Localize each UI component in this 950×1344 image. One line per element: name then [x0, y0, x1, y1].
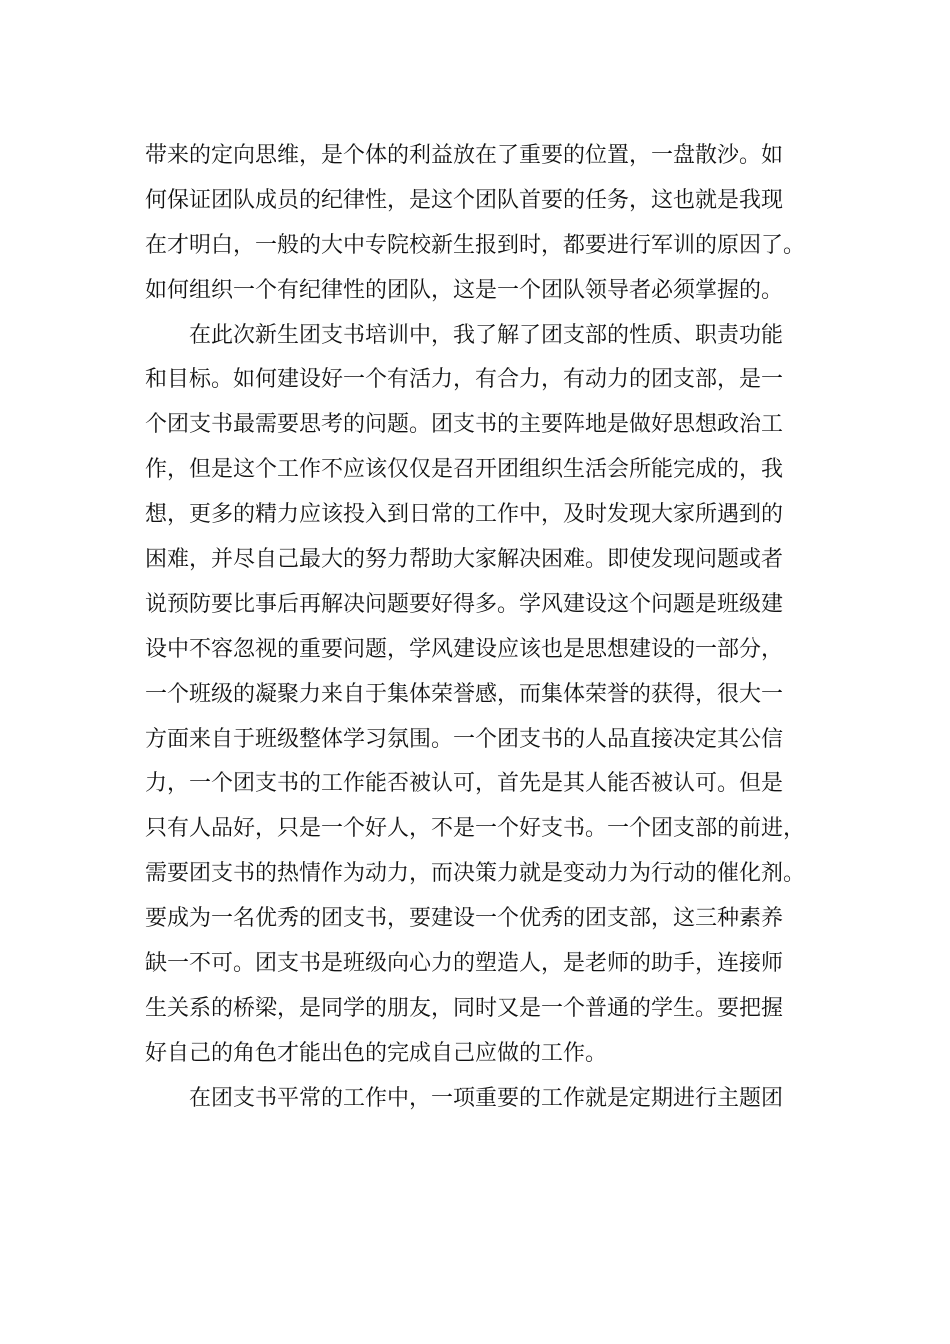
text-line: 需要团支书的热情作为动力，而决策力就是变动力为行动的催化剂。: [145, 861, 806, 887]
text-line: 一个班级的凝聚力来自于集体荣誉感，而集体荣誉的获得，很大一: [145, 681, 784, 707]
paragraph-first-line: 在团支书平常的工作中，一项重要的工作就是定期进行主题团: [189, 1085, 784, 1111]
text-line: 方面来自于班级整体学习氛围。一个团支书的人品直接决定其公信: [145, 726, 784, 752]
text-line: 在才明白，一般的大中专院校新生报到时，都要进行军训的原因了。: [145, 232, 806, 258]
text-line: 何保证团队成员的纪律性，是这个团队首要的任务，这也就是我现: [145, 187, 784, 213]
text-line: 作，但是这个工作不应该仅仅是召开团组织生活会所能完成的，我: [145, 457, 784, 483]
text-line: 带来的定向思维，是个体的利益放在了重要的位置，一盘散沙。如: [145, 143, 784, 168]
body-text: [145, 134, 845, 1122]
text-line: 力，一个团支书的工作能否被认可，首先是其人能否被认可。但是: [145, 771, 784, 797]
text-line: 想，更多的精力应该投入到日常的工作中，及时发现大家所遇到的: [145, 502, 784, 528]
text-line: 如何组织一个有纪律性的团队，这是一个团队领导者必须掌握的。: [145, 277, 784, 303]
text-line: 缺一不可。团支书是班级向心力的塑造人，是老师的助手，连接师: [145, 951, 784, 977]
text-line: 困难，并尽自己最大的努力帮助大家解决困难。即使发现问题或者: [145, 547, 784, 573]
text-line: 要成为一名优秀的团支书，要建设一个优秀的团支部，这三种素养: [145, 906, 784, 932]
text-line: 和目标。如何建设好一个有活力，有合力，有动力的团支部，是一: [145, 367, 784, 393]
paragraph-first-line: 在此次新生团支书培训中，我了解了团支部的性质、职责功能: [189, 322, 784, 348]
text-line: 生关系的桥梁，是同学的朋友，同时又是一个普通的学生。要把握: [145, 995, 784, 1021]
text-line: 说预防要比事后再解决问题要好得多。学风建设这个问题是班级建: [145, 591, 784, 617]
text-line: 个团支书最需要思考的问题。团支书的主要阵地是做好思想政治工: [145, 412, 784, 438]
text-line: 好自己的角色才能出色的完成自己应做的工作。: [145, 1040, 608, 1066]
text-line: 只有人品好，只是一个好人，不是一个好支书。一个团支部的前进，: [145, 816, 806, 842]
text-line: 设中不容忽视的重要问题，学风建设应该也是思想建设的一部分，: [145, 636, 784, 662]
